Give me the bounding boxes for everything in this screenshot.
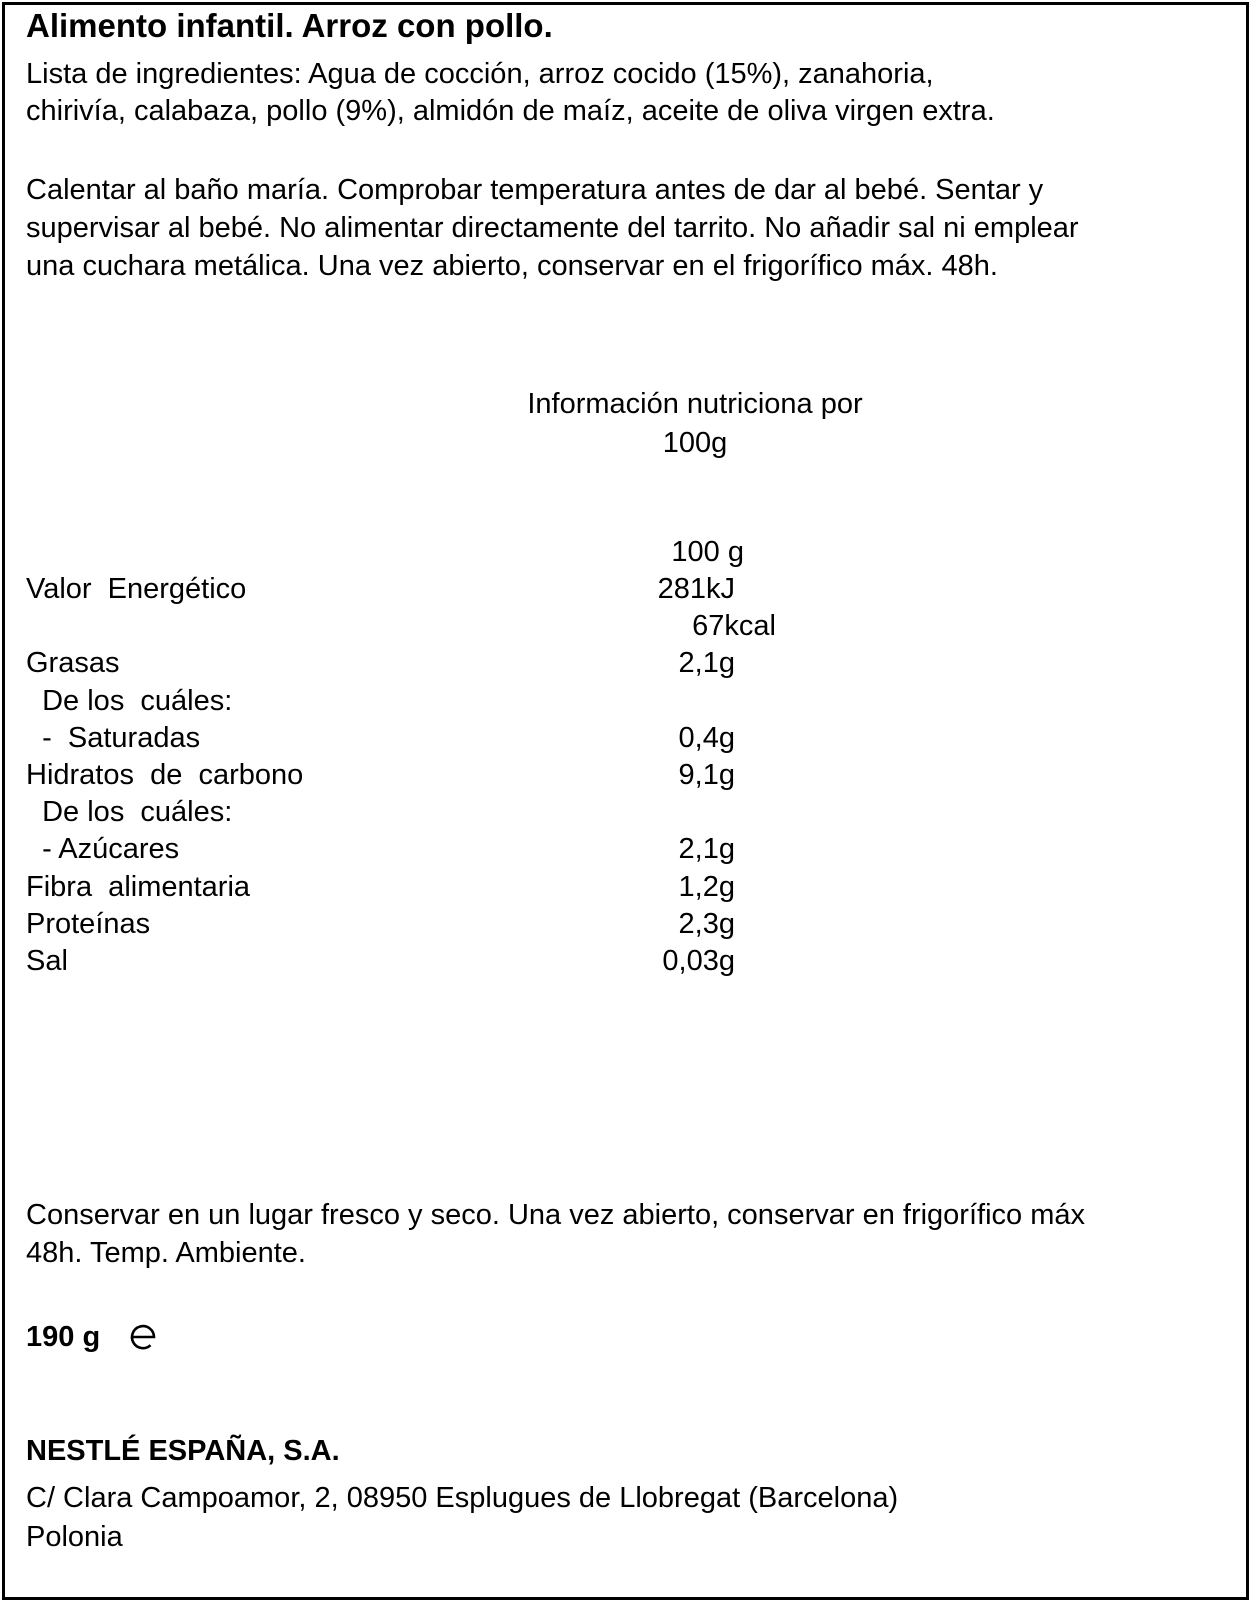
nutrition-heading-line-1: Información nutriciona por	[527, 388, 863, 420]
instructions-line-3: una cuchara metálica. Una vez abierto, conservar en el frigorífico máx. 48h.	[26, 250, 998, 282]
instructions-line-2: supervisar al bebé. No alimentar directamente del tarrito. No añadir sal ni emplear	[26, 212, 1079, 244]
ingredients-line-1: Lista de ingredientes: Agua de cocción, arroz cocido (15%), zanahoria,	[26, 58, 934, 90]
ingredients-line-2: chirivía, calabaza, pollo (9%), almidón de maíz, aceite de oliva virgen extra.	[26, 95, 995, 127]
nutrition-row-value: 2,1g	[678, 647, 735, 679]
nutrition-row-value: 1,2g	[678, 871, 735, 903]
nutrition-column-header: 100 g	[671, 536, 744, 568]
nutrition-row-label: Valor Energético	[26, 573, 247, 605]
nutrition-heading-line-2: 100g	[662, 427, 728, 459]
estimated-sign-icon	[128, 1322, 158, 1352]
nutrition-row-value: 67kcal	[692, 610, 776, 642]
manufacturer-name: NESTLÉ ESPAÑA, S.A.	[26, 1435, 340, 1467]
nutrition-row-value: 2,3g	[678, 908, 735, 940]
manufacturer-address: C/ Clara Campoamor, 2, 08950 Esplugues de Llobregat (Barcelona)	[26, 1482, 899, 1514]
nutrition-row-value: 281kJ	[657, 573, 735, 605]
nutrition-row-label: De los cuáles:	[26, 685, 233, 717]
nutrition-row-label: Sal	[26, 945, 68, 977]
net-weight: 190 g	[26, 1321, 101, 1353]
nutrition-row-value: 2,1g	[678, 833, 735, 865]
nutrition-row-label: - Azúcares	[26, 833, 180, 865]
instructions-line-1: Calentar al baño maría. Comprobar temperatura antes de dar al bebé. Sentar y	[26, 174, 1044, 206]
nutrition-row-label: Hidratos de carbono	[26, 759, 304, 791]
nutrition-row-label: - Saturadas	[26, 722, 201, 754]
product-title: Alimento infantil. Arroz con pollo.	[26, 7, 553, 44]
storage-line-1: Conservar en un lugar fresco y seco. Una vez abierto, conservar en frigorífico máx	[26, 1199, 1085, 1231]
nutrition-row-value: 0,4g	[678, 722, 735, 754]
nutrition-row-label: De los cuáles:	[26, 796, 233, 828]
nutrition-row-label: Grasas	[26, 647, 120, 679]
nutrition-row-label: Proteínas	[26, 908, 151, 940]
country-of-origin: Polonia	[26, 1521, 123, 1553]
nutrition-row-label: Fibra alimentaria	[26, 871, 251, 903]
nutrition-row-value: 9,1g	[678, 759, 735, 791]
storage-line-2: 48h. Temp. Ambiente.	[26, 1237, 306, 1269]
nutrition-row-value: 0,03g	[662, 945, 735, 977]
